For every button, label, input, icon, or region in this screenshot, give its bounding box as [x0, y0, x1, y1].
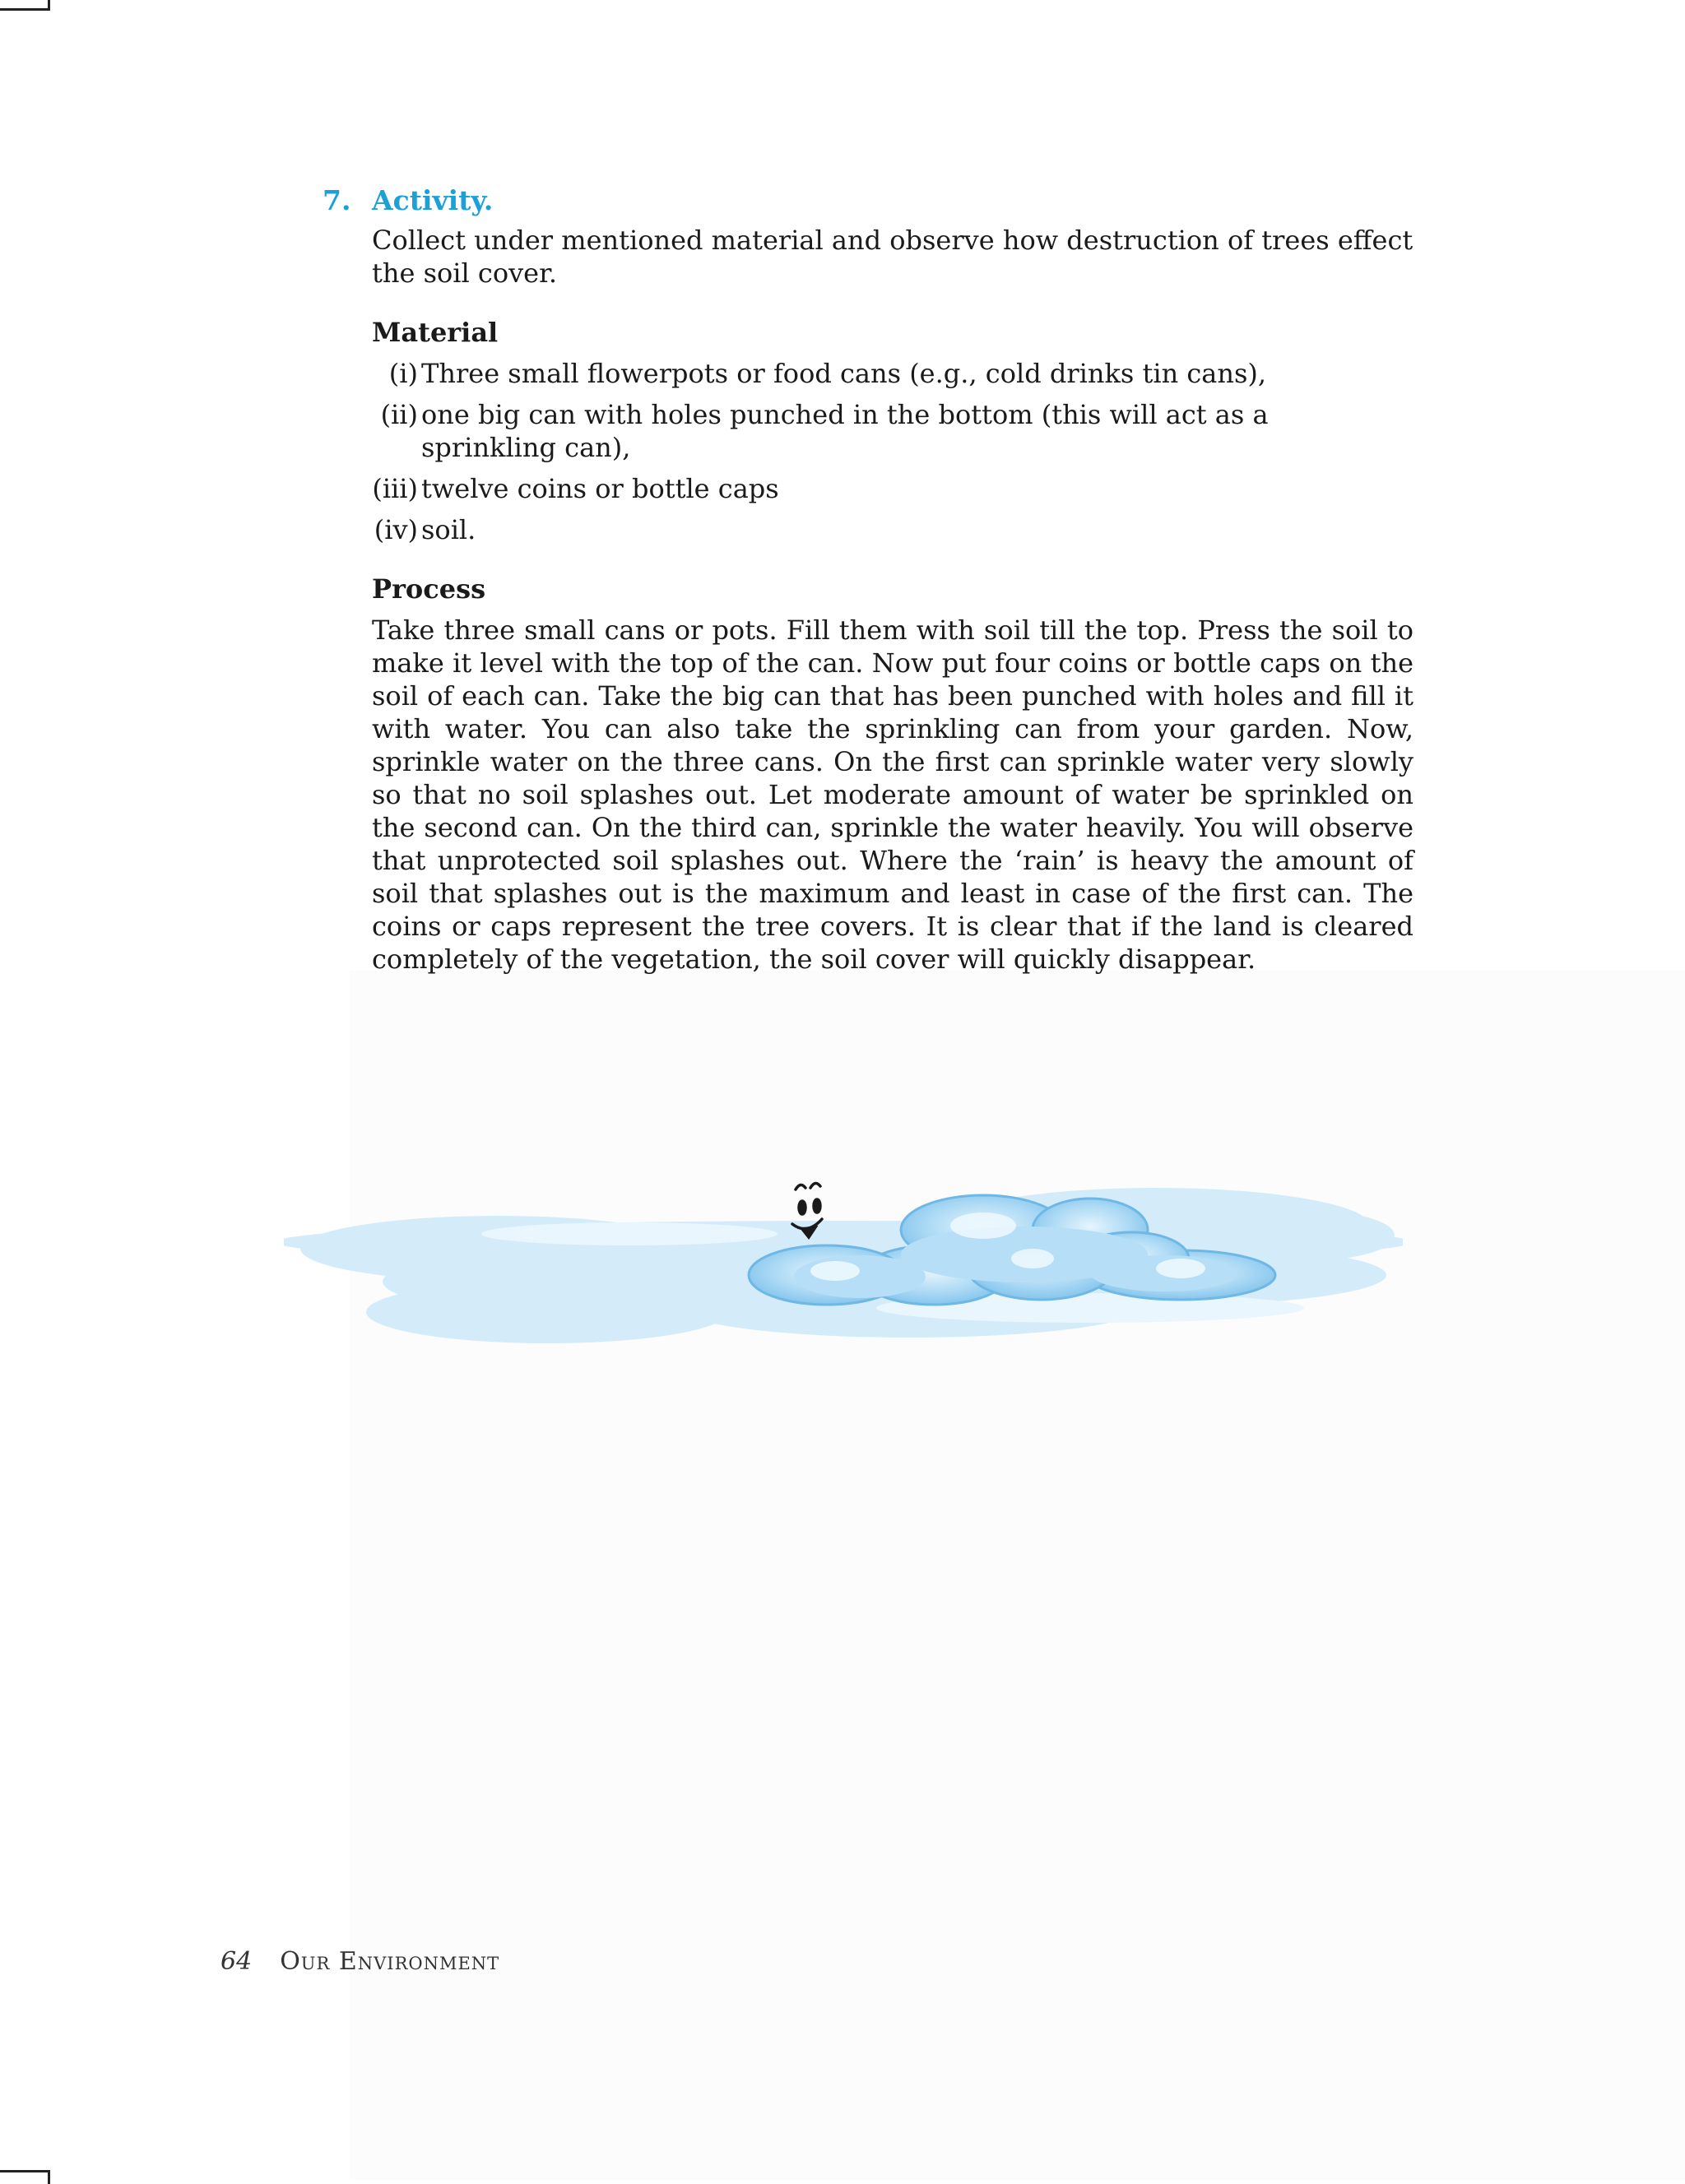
material-text: Three small flowerpots or food cans (e.g., cold drinks tin cans), — [421, 358, 1267, 389]
process-heading: Process — [372, 573, 486, 605]
material-numeral: (iv) — [374, 514, 418, 545]
crop-mark-bottom — [0, 2170, 50, 2184]
book-title: Our Environment — [280, 1947, 500, 1976]
material-list — [372, 357, 1413, 546]
material-numeral: (i) — [388, 358, 418, 389]
material-numeral: (ii) — [380, 399, 418, 430]
material-numeral: (iii) — [372, 473, 418, 504]
material-item — [372, 513, 1413, 546]
material-item — [372, 357, 1413, 390]
material-text: one big can with holes punched in the bottom (this will act as a sprinkling can), — [421, 399, 1269, 463]
material-item — [372, 472, 1413, 505]
activity-title: Activity. — [372, 184, 494, 216]
crop-mark-top — [0, 0, 50, 11]
material-heading: Material — [372, 317, 499, 348]
page-background-panel — [350, 971, 1685, 2180]
activity-intro: Collect under mentioned material and observe how destruction of trees effect the soil cover. — [372, 225, 1413, 289]
material-item — [372, 398, 1285, 464]
material-text: twelve coins or bottle caps — [421, 473, 779, 504]
material-text: soil. — [421, 514, 476, 545]
activity-heading — [323, 183, 493, 219]
page-number: 64 — [220, 1947, 253, 1976]
process-paragraph: Take three small cans or pots. Fill them with soil till the top. Press the soil to make it level with the top of the can. Now put four coins or bottle caps on the soil of each can. Take the big can that has been punched with holes and fill it with water. You can also take the sprinkling can from your garden. Now, sprinkle water on the three cans. On the first can sprinkle water very slowly so that no soil splashes out. Let moderate amount of water be sprinkled on the second can. On the third can, sprinkle the water heavily. You will observe that unprotected soil splashes out. Where the ‘rain’ is heavy the amount of soil that splashes out is the maximum and least in case of the first can. The coins or caps represent the tree covers. It is clear that if the land is cleared completely of the vegetation, the soil cover will quickly disappear. — [372, 614, 1413, 975]
page-footer — [220, 1945, 499, 1978]
smiling-cloud-icon — [284, 1176, 1403, 1374]
activity-number: 7. — [323, 184, 351, 216]
